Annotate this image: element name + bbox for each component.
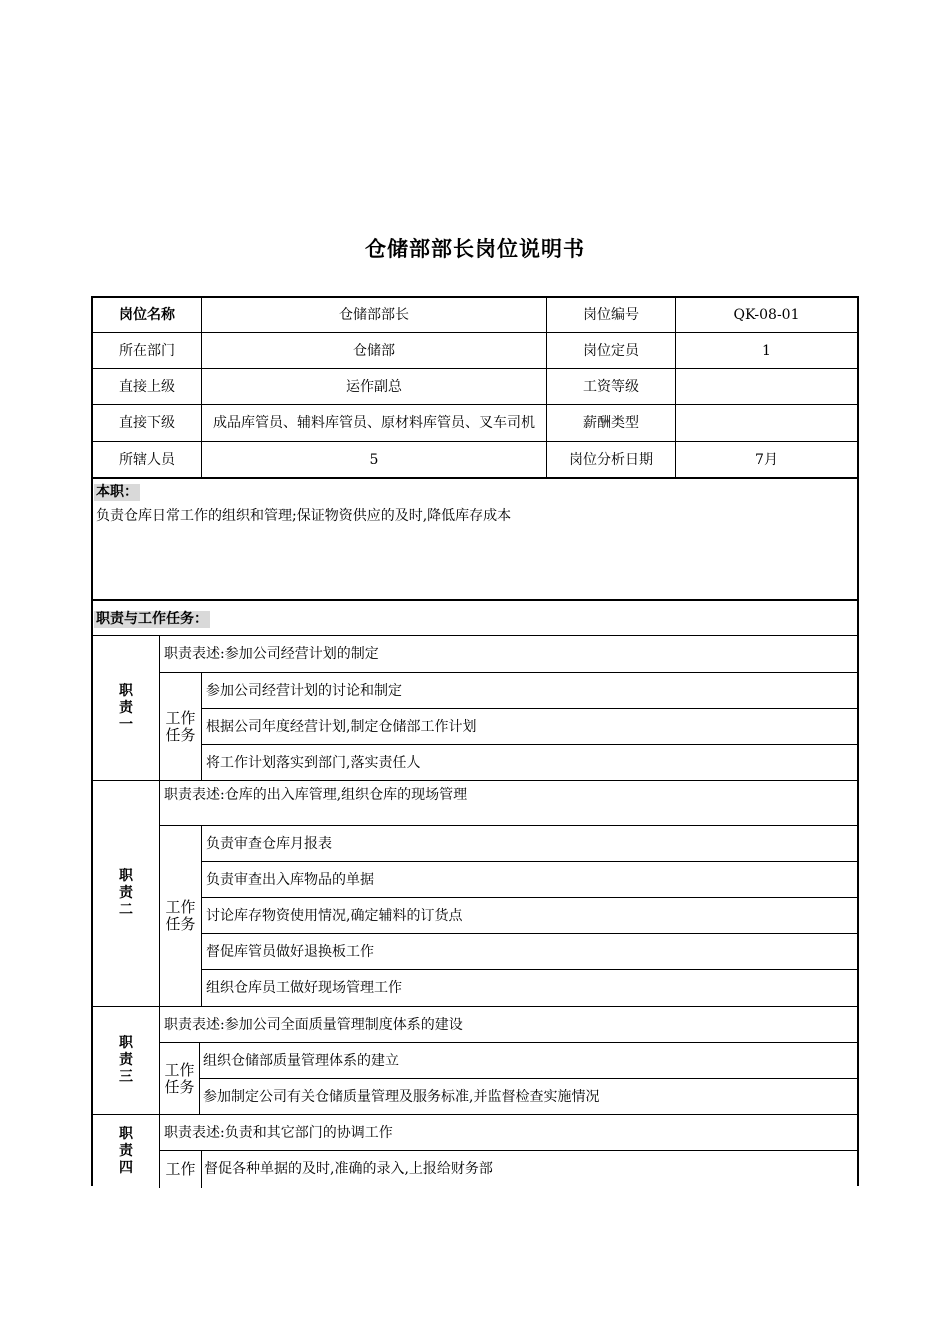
staff-label: 所辖人员 <box>119 451 175 468</box>
post-code-label: 岗位编号 <box>583 307 639 323</box>
pay-type-label: 薪酬类型 <box>583 415 639 431</box>
staff-value: 5 <box>369 451 379 468</box>
duty-2-task-1: 负责审查仓库月报表 <box>206 835 332 852</box>
duty-3-task-1: 组织仓储部质量管理体系的建立 <box>203 1052 399 1069</box>
duties-label: 职责与工作任务： <box>96 611 208 627</box>
subordinate-label: 直接下级 <box>119 415 175 431</box>
duty-1-task-2: 根据公司年度经营计划,制定仓储部工作计划 <box>206 718 477 735</box>
duty-4-name: 职责四 <box>119 1126 133 1176</box>
duty-1-desc: 职责表述:参加公司经营计划的制定 <box>164 646 379 662</box>
duty-1-task-3: 将工作计划落实到部门,落实责任人 <box>206 754 421 771</box>
superior-label: 直接上级 <box>119 378 175 395</box>
duty-4-task-1: 督促各种单据的及时,准确的录入,上报给财务部 <box>204 1160 493 1177</box>
summary-text: 负责仓库日常工作的组织和管理;保证物资供应的及时,降低库存成本 <box>96 508 512 524</box>
analysis-date-value: 7月 <box>755 451 778 468</box>
duty-2-task-2: 负责审查出入库物品的单据 <box>206 871 374 888</box>
duty-3-name: 职责三 <box>119 1035 133 1085</box>
superior-value: 运作副总 <box>346 378 402 395</box>
pay-type-value <box>676 405 857 441</box>
summary-label: 本职： <box>96 484 138 500</box>
page-title: 仓储部部长岗位说明书 <box>365 237 585 261</box>
analysis-date-label: 岗位分析日期 <box>569 451 653 468</box>
duty-3-desc: 职责表述:参加公司全面质量管理制度体系的建设 <box>164 1016 463 1033</box>
subordinate-value: 成品库管员、辅料库管员、原材料库管员、叉车司机 <box>213 414 535 431</box>
duty-2-task-label: 工作任务 <box>165 898 196 933</box>
dept-label: 所在部门 <box>119 342 175 359</box>
post-name-label: 岗位名称 <box>119 307 175 323</box>
duty-1-task-1: 参加公司经营计划的讨论和制定 <box>206 682 402 699</box>
post-name-value: 仓储部部长 <box>339 307 409 323</box>
duty-3-task-2: 参加制定公司有关仓储质量管理及服务标准,并监督检查实施情况 <box>203 1088 600 1105</box>
wage-label: 工资等级 <box>583 378 639 395</box>
duty-2-task-4: 督促库管员做好退换板工作 <box>206 943 374 960</box>
duty-4-desc: 职责表述:负责和其它部门的协调工作 <box>164 1124 393 1141</box>
headcount-value: 1 <box>762 342 771 359</box>
duty-2-name: 职责二 <box>119 868 133 918</box>
dept-value: 仓储部 <box>353 342 395 359</box>
duty-4-task-label: 工作 <box>165 1159 196 1178</box>
duty-2-desc: 职责表述:仓库的出入库管理,组织仓库的现场管理 <box>164 787 468 803</box>
duty-1-task-label: 工作任务 <box>165 708 196 744</box>
duty-3-task-label: 工作任务 <box>164 1060 195 1096</box>
duty-2-task-5: 组织仓库员工做好现场管理工作 <box>206 980 402 996</box>
job-description-table <box>91 296 859 1186</box>
post-code-value: QK-08-01 <box>733 307 800 323</box>
duty-1-name: 职责一 <box>119 682 133 733</box>
wage-value <box>676 369 857 404</box>
headcount-label: 岗位定员 <box>583 342 639 359</box>
duty-2-task-3: 讨论库存物资使用情况,确定辅料的订货点 <box>206 907 463 924</box>
